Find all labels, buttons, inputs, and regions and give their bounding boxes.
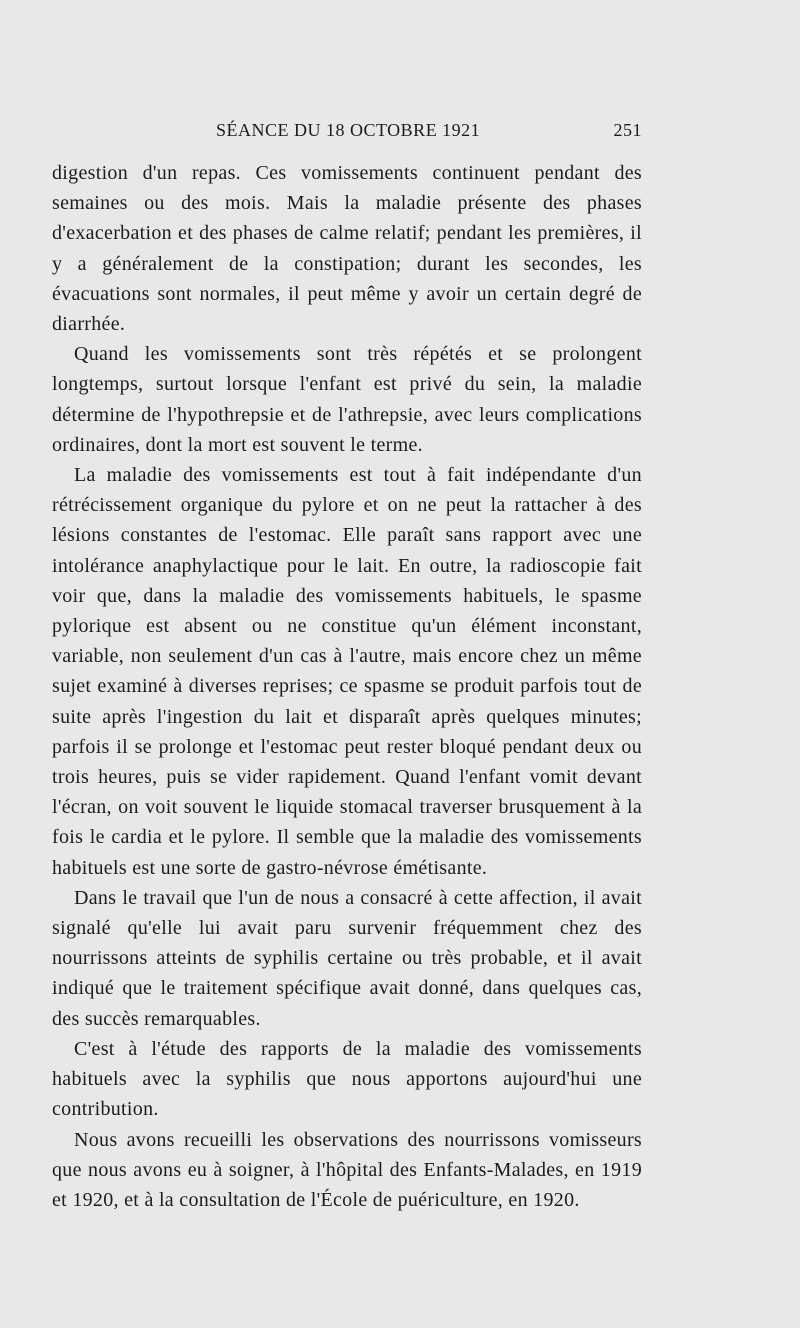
running-title: SÉANCE DU 18 OCTOBRE 1921 — [216, 120, 481, 140]
running-header — [216, 120, 642, 146]
paragraph: Quand les vomissements sont très répétés et se prolongent longtemps, surtout lorsque l'enfant est privé du sein, la maladie détermine de l'hypothrepsie et de l'athrepsie, avec leurs complications ordinaires, dont la mort est souvent le terme. — [52, 343, 642, 456]
paragraph: C'est à l'étude des rapports de la maladie des vomissements habituels avec la syphilis que nous apportons aujourd'hui une contribution. — [52, 1037, 642, 1121]
paragraph: Nous avons recueilli les observations des nourrissons vomisseurs que nous avons eu à soigner, à l'hôpital des Enfants-Malades, en 1919 et 1920, et à la consultation de l'École de puériculture, en 1920. — [52, 1128, 642, 1211]
body-text — [52, 158, 642, 1215]
paragraph: Dans le travail que l'un de nous a consacré à cette affection, il avait signalé qu'elle lui avait paru survenir fréquemment chez des nourrissons atteints de syphilis certaine ou très probable, et il avait indiqué que le traitement spécifique avait donné, dans quelques cas, des succès remarquables. — [52, 886, 642, 1030]
paragraph: La maladie des vomissements est tout à fait indépendante d'un rétrécissement organique du pylore et on ne peut la rattacher à des lésions constantes de l'estomac. Elle paraît sans rapport avec une intolérance anaphylactique pour le lait. En outre, la radioscopie fait voir que, dans la maladie des vomissements habituels, le spasme pylorique est absent ou ne constitue qu'un élément inconstant, variable, non seulement d'un cas à l'autre, mais encore chez un même sujet examiné à diverses reprises; ce spasme se produit parfois tout de suite après l'ingestion du lait et disparaît après quelques minutes; parfois il se prolonge et l'estomac peut rester bloqué pendant deux ou trois heures, puis se vider rapidement. Quand l'enfant vomit devant l'écran, on voit souvent le liquide stomacal traverser brusquement à la fois le cardia et le pylore. Il semble que la maladie des vomissements habituels est une sorte de gastro-névrose émétisante. — [52, 464, 642, 879]
page-number: 251 — [613, 120, 642, 140]
paragraph: digestion d'un repas. Ces vomissements continuent pendant des semaines ou des mois. Mais la maladie présente des phases d'exacerbation et des phases de calme relatif; pendant les premières, il y a généralement de la constipation; durant les secondes, les évacuations sont normales, il peut même y avoir un certain degré de diarrhée. — [52, 162, 642, 336]
